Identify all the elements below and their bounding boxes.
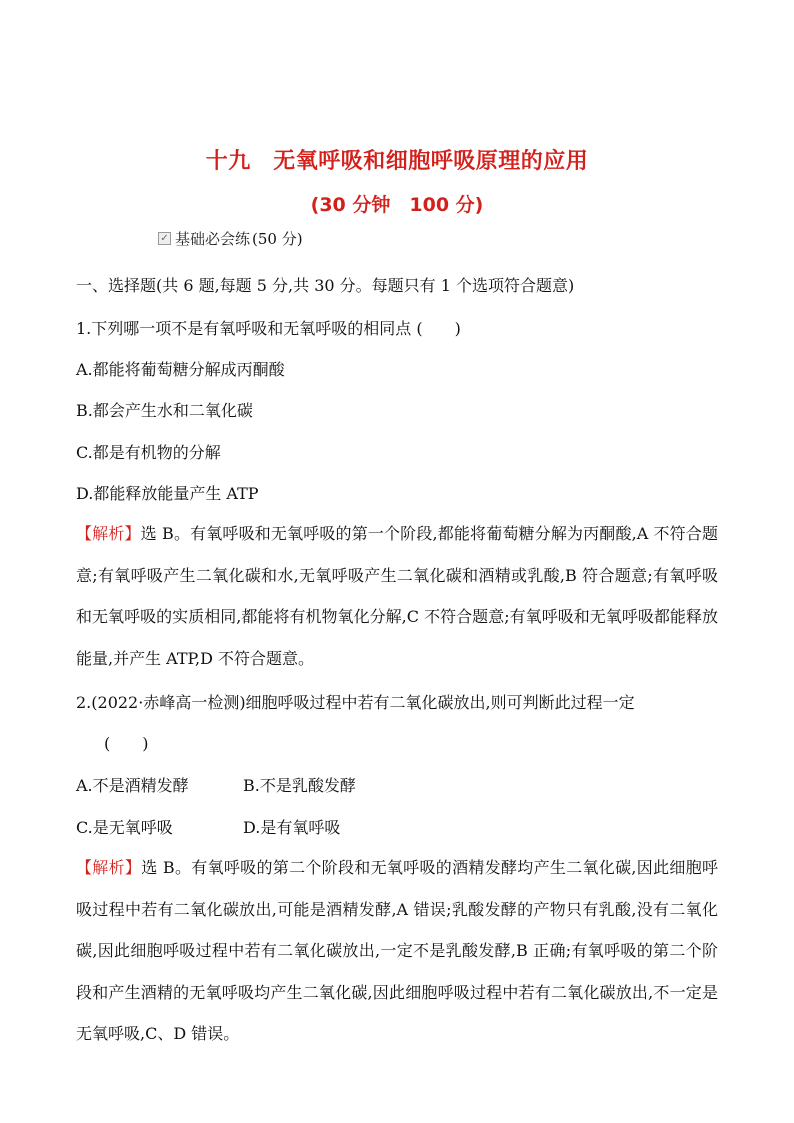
- q2-option-b: B.不是乳酸发酵: [243, 776, 356, 795]
- q2-option-d: D.是有氧呼吸: [243, 818, 341, 837]
- analysis-label: 【解析】: [76, 524, 141, 543]
- q1-option-a: A.都能将葡萄糖分解成丙酮酸: [76, 360, 285, 379]
- q2-analysis: [76, 847, 718, 1055]
- q2-option-a: A.不是酒精发酵: [76, 776, 189, 795]
- analysis-text: 选 B。有氧呼吸和无氧呼吸的第一个阶段,都能将葡萄糖分解为丙酮酸,A 不符合题意;有氧呼吸产生二氧化碳和水,无氧呼吸产生二氧化碳和酒精或乳酸,B 符合题意;有氧呼吸和无氧呼吸的实质相同,都能将有机物氧化分解,C 不符合题意;有氧呼吸和无氧呼吸都能释放能量,并产生 ATP,D 不符合题意。: [76, 524, 718, 668]
- q2-stem: 2.(2022·赤峰高一检测)细胞呼吸过程中若有二氧化碳放出,则可判断此过程一定: [76, 693, 635, 712]
- part-heading: 一、选择题(共 6 题,每题 5 分,共 30 分。每题只有 1 个选项符合题意): [76, 276, 575, 295]
- checkbox-icon: ✓: [158, 232, 171, 245]
- q1-option-b: B.都会产生水和二氧化碳: [76, 401, 253, 420]
- q1-stem: 1.下列哪一项不是有氧呼吸和无氧呼吸的相同点 ( ): [76, 319, 461, 338]
- section-score: (50 分): [252, 230, 303, 248]
- q2-blank: ( ): [104, 734, 149, 753]
- q1-analysis: [76, 513, 718, 679]
- analysis-text: 选 B。有氧呼吸的第二个阶段和无氧呼吸的酒精发酵均产生二氧化碳,因此细胞呼吸过程中若有二氧化碳放出,可能是酒精发酵,A 错误;乳酸发酵的产物只有乳酸,没有二氧化碳,因此细胞呼吸过程中若有二氧化碳放出,一定不是乳酸发酵,B 正确;有氧呼吸的第二个阶段和产生酒精的无氧呼吸均产生二氧化碳,因此细胞呼吸过程中若有二氧化碳放出,不一定是无氧呼吸,C、D 错误。: [76, 858, 718, 1043]
- page-subtitle: (30 分钟 100 分): [310, 194, 484, 216]
- analysis-label: 【解析】: [76, 858, 142, 877]
- page-title: 十九 无氧呼吸和细胞呼吸原理的应用: [205, 149, 589, 174]
- section-header: [158, 228, 303, 249]
- section-label: 基础必会练: [175, 230, 251, 248]
- q2-option-c: C.是无氧呼吸: [76, 818, 173, 837]
- q1-option-c: C.都是有机物的分解: [76, 443, 221, 462]
- q1-option-d: D.都能释放能量产生 ATP: [76, 484, 259, 503]
